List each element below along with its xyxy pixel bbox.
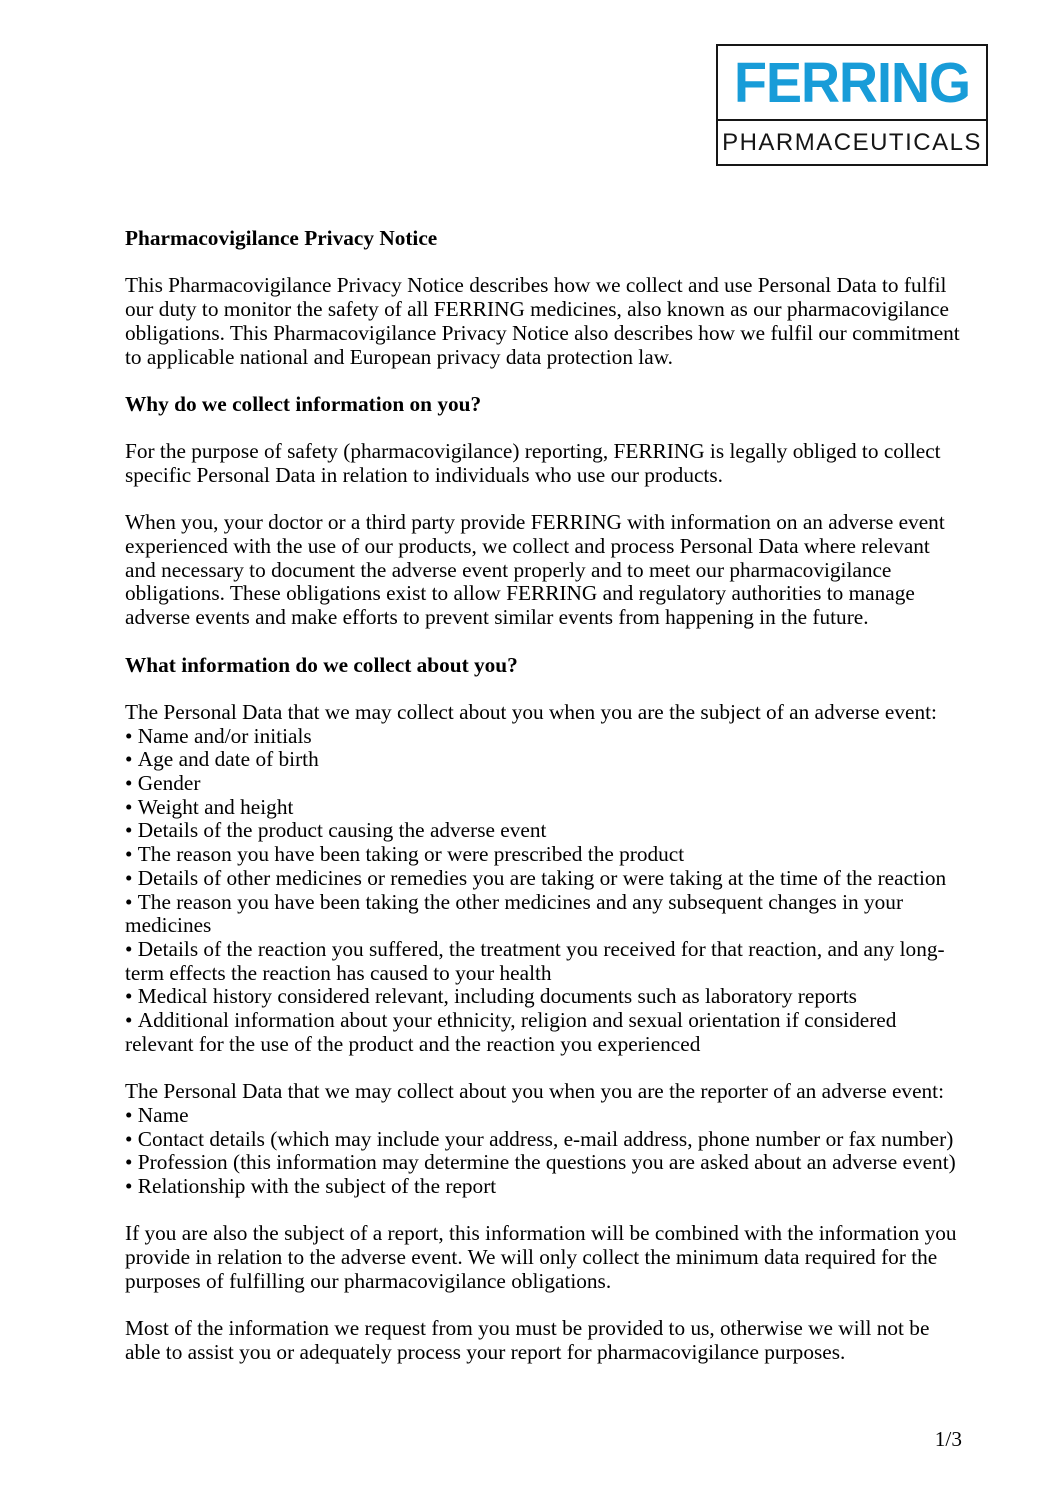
list-item: • Details of other medicines or remedies you are taking or were taking at the time of the reaction xyxy=(125,867,961,891)
list-item: • Additional information about your ethnicity, religion and sexual orientation if considered relevant for the use of the product and the reaction you experienced xyxy=(125,1009,961,1056)
list-item: • The reason you have been taking the other medicines and any subsequent changes in your medicines xyxy=(125,891,961,938)
list-item: • Contact details (which may include your address, e-mail address, phone number or fax number) xyxy=(125,1128,961,1152)
list-item: • Age and date of birth xyxy=(125,748,961,772)
brand-subtitle: PHARMACEUTICALS xyxy=(722,128,982,156)
paragraph-information-required: Most of the information we request from you must be provided to us, otherwise we will not be able to assist you or adequately process your report for pharmacovigilance purposes. xyxy=(125,1316,930,1364)
subject-data-list xyxy=(125,701,961,1057)
reporter-list-intro: The Personal Data that we may collect about you when you are the reporter of an adverse event: xyxy=(125,1079,945,1104)
list-item: • Details of the product causing the adverse event xyxy=(125,819,961,843)
list-item: • Weight and height xyxy=(125,796,961,820)
document-title: Pharmacovigilance Privacy Notice xyxy=(125,226,438,250)
list-item: • Medical history considered relevant, including documents such as laboratory reports xyxy=(125,985,961,1009)
list-item: • Gender xyxy=(125,772,961,796)
list-item: • The reason you have been taking or were prescribed the product xyxy=(125,843,961,867)
paragraph-intro: This Pharmacovigilance Privacy Notice describes how we collect and use Personal Data to fulfil our duty to monitor the safety of all FERRING medicines, also known as our pharmacovigilance obligations. This Pharmacovigilance Privacy Notice also describes how we fulfil our commitment to applicable national and European privacy data protection law. xyxy=(125,273,960,369)
list-item: • Profession (this information may determine the questions you are asked about an adverse event) xyxy=(125,1151,961,1175)
reporter-data-list xyxy=(125,1080,961,1199)
paragraph-combined-report: If you are also the subject of a report, this information will be combined with the information you provide in relation to the adverse event. We will only collect the minimum data required for the purposes of fulfilling our pharmacovigilance obligations. xyxy=(125,1221,957,1293)
paragraph-adverse-event: When you, your doctor or a third party provide FERRING with information on an adverse event experienced with the use of our products, we collect and process Personal Data where relevant and necessary to document the adverse event properly and to meet our pharmacovigilance obligations. These obligations exist to allow FERRING and regulatory authorities to manage adverse events and make efforts to prevent similar events from happening in the future. xyxy=(125,510,945,630)
paragraph-purpose: For the purpose of safety (pharmacovigilance) reporting, FERRING is legally obliged to collect specific Personal Data in relation to individuals who use our products. xyxy=(125,439,941,487)
section-heading-what-collect: What information do we collect about you? xyxy=(125,652,518,677)
document-body xyxy=(125,227,961,1388)
list-item: • Name and/or initials xyxy=(125,725,961,749)
page-number: 1/3 xyxy=(934,1427,962,1451)
logo-bottom-panel xyxy=(718,121,986,164)
list-item: • Relationship with the subject of the report xyxy=(125,1175,961,1199)
brand-wordmark: FERRING xyxy=(734,51,970,114)
ferring-logo xyxy=(716,44,988,166)
section-heading-why-collect: Why do we collect information on you? xyxy=(125,391,482,416)
subject-list-intro: The Personal Data that we may collect about you when you are the subject of an adverse event: xyxy=(125,699,937,724)
logo-top-panel xyxy=(718,46,986,121)
list-item: • Name xyxy=(125,1104,961,1128)
list-item: • Details of the reaction you suffered, the treatment you received for that reaction, and any long-term effects the reaction has caused to your health xyxy=(125,938,961,985)
